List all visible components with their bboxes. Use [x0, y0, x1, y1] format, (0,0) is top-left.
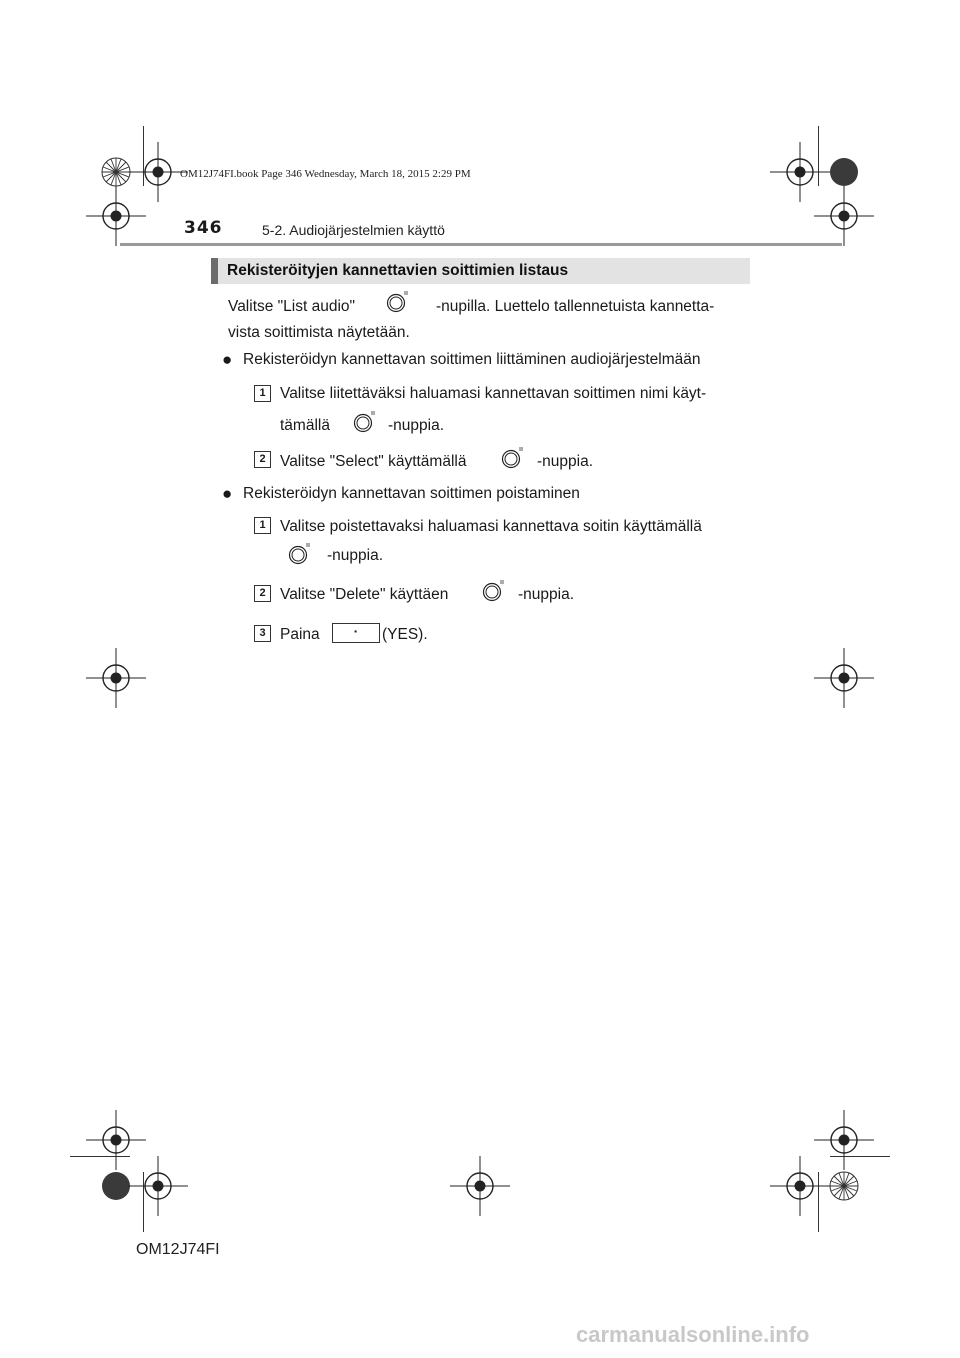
step-text: -nuppia.	[518, 586, 575, 603]
registration-mark-icon	[814, 1110, 874, 1170]
tune-knob-icon	[500, 446, 524, 470]
step-text: (YES).	[382, 626, 428, 643]
registration-mark-icon	[128, 1156, 188, 1216]
registration-mark-icon	[770, 142, 830, 202]
file-header: OM12J74FI.book Page 346 Wednesday, March 18, 2015 2:29 PM	[180, 168, 471, 180]
tune-knob-icon	[287, 542, 311, 566]
step-number: 1	[254, 517, 271, 534]
yes-key-icon: ·	[332, 623, 380, 643]
starburst-target-icon	[830, 1172, 858, 1200]
bullet-icon: ●	[222, 350, 233, 369]
registration-mark-icon	[814, 186, 874, 246]
heading-bar	[211, 258, 750, 284]
step-number: 3	[254, 625, 271, 642]
dark-circle-mark-icon	[830, 158, 858, 186]
bullet-icon: ●	[222, 484, 233, 503]
dark-circle-mark-icon	[102, 1172, 130, 1200]
step-text: -nuppia.	[327, 547, 384, 564]
step-text: -nuppia.	[388, 417, 445, 434]
intro-line1-end: -nupilla. Luettelo tallennetuista kannetta-	[436, 298, 715, 315]
tune-knob-icon	[352, 410, 376, 434]
intro-line1-start: Valitse "List audio"	[228, 298, 356, 315]
tune-knob-icon	[481, 579, 505, 603]
step-number: 2	[254, 585, 271, 602]
registration-mark-icon	[86, 1110, 146, 1170]
step-text: Valitse "Select" käyttämällä	[280, 453, 467, 470]
tune-knob-icon	[385, 290, 409, 314]
step-text: Valitse poistettavaksi haluamasi kannettava soitin käyttämällä	[280, 518, 702, 535]
bullet-text: Rekisteröidyn kannettavan soittimen liittäminen audiojärjestelmään	[243, 351, 701, 368]
page-number: 346	[184, 218, 223, 238]
step-text: Valitse "Delete" käyttäen	[280, 586, 449, 603]
step-text: Paina	[280, 626, 320, 643]
step-text: Valitse liitettäväksi haluamasi kannettavan soittimen nimi käyt-	[280, 385, 707, 402]
intro-line2: vista soittimista näytetään.	[228, 324, 410, 341]
registration-mark-icon	[86, 648, 146, 708]
registration-mark-icon	[128, 142, 188, 202]
registration-mark-icon	[86, 186, 146, 246]
registration-mark-icon	[770, 1156, 830, 1216]
section-heading: Rekisteröityjen kannettavien soittimien listaus	[227, 262, 569, 279]
step-number: 1	[254, 385, 271, 402]
header-rule	[120, 243, 842, 246]
watermark: carmanualsonline.info	[576, 1322, 810, 1347]
footer-code: OM12J74FI	[136, 1241, 220, 1258]
bullet-text: Rekisteröidyn kannettavan soittimen poistaminen	[243, 485, 580, 502]
registration-mark-icon	[814, 648, 874, 708]
starburst-target-icon	[102, 158, 130, 186]
step-text: -nuppia.	[537, 453, 594, 470]
step-number: 2	[254, 451, 271, 468]
registration-mark-icon	[450, 1156, 510, 1216]
section-title: 5-2. Audiojärjestelmien käyttö	[262, 222, 445, 238]
step-text: tämällä	[280, 417, 330, 434]
